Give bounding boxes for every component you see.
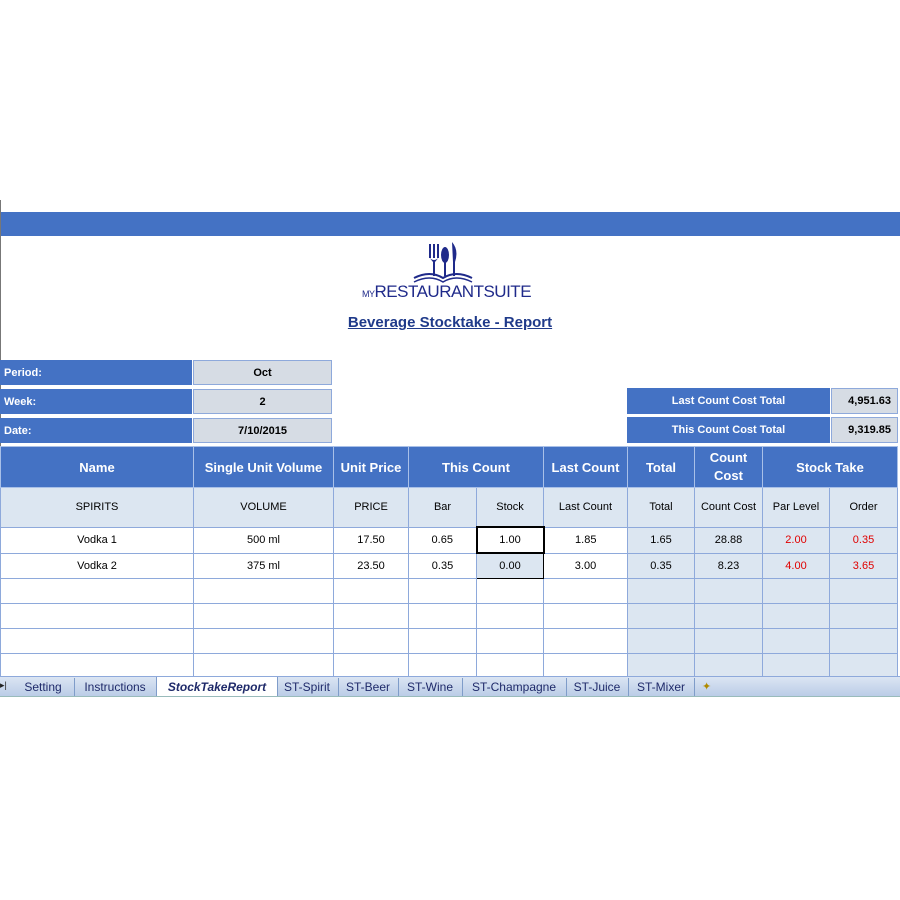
cell-last-count[interactable]: 3.00	[544, 553, 628, 579]
col-header-count-cost[interactable]: Count Cost	[695, 447, 763, 488]
empty-cell[interactable]	[334, 579, 409, 604]
empty-cell[interactable]	[695, 579, 763, 604]
empty-cell[interactable]	[409, 629, 477, 654]
empty-cell[interactable]	[334, 654, 409, 679]
subheader-cell[interactable]: Stock	[477, 488, 544, 528]
empty-cell[interactable]	[409, 654, 477, 679]
tab-scroll-last-icon[interactable]: ▸|	[0, 680, 7, 690]
logo-prefix: MY	[362, 289, 375, 299]
cell-total[interactable]: 1.65	[628, 527, 695, 553]
tab-st-mixer[interactable]: ST-Mixer	[628, 678, 695, 696]
tab-st-juice[interactable]: ST-Juice	[566, 678, 629, 696]
cell-count-cost[interactable]: 28.88	[695, 527, 763, 553]
empty-cell[interactable]	[194, 629, 334, 654]
empty-cell[interactable]	[544, 604, 628, 629]
cell-order[interactable]: 3.65	[830, 553, 898, 579]
cell-total[interactable]: 0.35	[628, 553, 695, 579]
table-row-empty	[1, 604, 898, 629]
empty-cell[interactable]	[695, 654, 763, 679]
divider	[0, 696, 900, 697]
empty-cell[interactable]	[477, 629, 544, 654]
empty-cell[interactable]	[1, 629, 194, 654]
empty-cell[interactable]	[1, 579, 194, 604]
col-header-unit-price[interactable]: Unit Price	[334, 447, 409, 488]
tab-st-wine[interactable]: ST-Wine	[398, 678, 463, 696]
tab-stocktakereport[interactable]: StockTakeReport	[156, 677, 278, 697]
cell-par-level[interactable]: 4.00	[763, 553, 830, 579]
table-row-empty	[1, 654, 898, 679]
logo	[362, 240, 532, 304]
empty-cell[interactable]	[695, 604, 763, 629]
empty-cell[interactable]	[830, 604, 898, 629]
last-count-cost-total-label: Last Count Cost Total	[627, 388, 830, 414]
empty-cell[interactable]	[830, 579, 898, 604]
subheader-cell[interactable]: VOLUME	[194, 488, 334, 528]
empty-cell[interactable]	[763, 579, 830, 604]
subheader-row	[1, 488, 898, 528]
date-label: Date:	[0, 418, 192, 443]
table-row-empty	[1, 579, 898, 604]
col-header-last-count[interactable]: Last Count	[544, 447, 628, 488]
empty-cell[interactable]	[628, 579, 695, 604]
cell-price[interactable]: 23.50	[334, 553, 409, 579]
subheader-cell[interactable]: Par Level	[763, 488, 830, 528]
table-row	[1, 527, 898, 553]
empty-cell[interactable]	[194, 579, 334, 604]
tab-st-spirit[interactable]: ST-Spirit	[276, 678, 339, 696]
cell-bar[interactable]: 0.35	[409, 553, 477, 579]
empty-cell[interactable]	[628, 604, 695, 629]
empty-cell[interactable]	[194, 654, 334, 679]
col-header-total[interactable]: Total	[628, 447, 695, 488]
cell-order[interactable]: 0.35	[830, 527, 898, 553]
empty-cell[interactable]	[1, 604, 194, 629]
subheader-cell[interactable]: Total	[628, 488, 695, 528]
header-row	[1, 447, 898, 488]
table-row	[1, 553, 898, 579]
page-title: Beverage Stocktake - Report	[347, 314, 553, 331]
empty-cell[interactable]	[830, 629, 898, 654]
col-header-single-unit-volume[interactable]: Single Unit Volume	[194, 447, 334, 488]
table-row-empty	[1, 629, 898, 654]
empty-cell[interactable]	[628, 629, 695, 654]
empty-cell[interactable]	[763, 604, 830, 629]
empty-cell[interactable]	[628, 654, 695, 679]
empty-cell[interactable]	[763, 654, 830, 679]
tab-instructions[interactable]: Instructions	[74, 678, 157, 696]
empty-cell[interactable]	[544, 629, 628, 654]
empty-cell[interactable]	[477, 654, 544, 679]
last-count-cost-total-value[interactable]: 4,951.63	[831, 388, 898, 414]
sheet-tab-bar	[0, 676, 900, 696]
subheader-cell[interactable]: Bar	[409, 488, 477, 528]
empty-cell[interactable]	[1, 654, 194, 679]
cell-volume[interactable]: 375 ml	[194, 553, 334, 579]
cell-count-cost[interactable]: 8.23	[695, 553, 763, 579]
subheader-cell[interactable]: Last Count	[544, 488, 628, 528]
insert-sheet-icon[interactable]: ✦	[702, 681, 712, 693]
week-value[interactable]: 2	[193, 389, 332, 414]
subheader-cell[interactable]: SPIRITS	[1, 488, 194, 528]
cell-stock[interactable]: 0.00	[477, 553, 544, 579]
stocktake-table	[0, 446, 898, 679]
cell-stock-selected[interactable]: 1.00	[477, 527, 544, 553]
header-band	[0, 212, 900, 236]
tab-setting[interactable]: Setting	[12, 678, 75, 696]
empty-cell[interactable]	[409, 604, 477, 629]
date-value[interactable]: 7/10/2015	[193, 418, 332, 443]
cell-name[interactable]: Vodka 1	[1, 527, 194, 553]
empty-cell[interactable]	[194, 604, 334, 629]
tab-st-beer[interactable]: ST-Beer	[338, 678, 399, 696]
empty-cell[interactable]	[544, 654, 628, 679]
empty-cell[interactable]	[334, 604, 409, 629]
logo-text: RESTAURANTSUITE	[374, 282, 532, 301]
cell-volume[interactable]: 500 ml	[194, 527, 334, 553]
empty-cell[interactable]	[477, 604, 544, 629]
week-label: Week:	[0, 389, 192, 414]
empty-cell[interactable]	[409, 579, 477, 604]
empty-cell[interactable]	[544, 579, 628, 604]
cell-price[interactable]: 17.50	[334, 527, 409, 553]
cell-par-level[interactable]: 2.00	[763, 527, 830, 553]
empty-cell[interactable]	[334, 629, 409, 654]
cell-name[interactable]: Vodka 2	[1, 553, 194, 579]
col-header-stock-take[interactable]: Stock Take	[763, 447, 898, 488]
cell-last-count[interactable]: 1.85	[544, 527, 628, 553]
empty-cell[interactable]	[477, 579, 544, 604]
tab-st-champagne[interactable]: ST-Champagne	[462, 678, 567, 696]
empty-cell[interactable]	[695, 629, 763, 654]
subheader-cell[interactable]: Count Cost	[695, 488, 763, 528]
empty-cell[interactable]	[830, 654, 898, 679]
fork-knife-book-icon	[362, 240, 524, 284]
this-count-cost-total-label: This Count Cost Total	[627, 417, 830, 443]
empty-cell[interactable]	[763, 629, 830, 654]
period-value[interactable]: Oct	[193, 360, 332, 385]
cell-bar[interactable]: 0.65	[409, 527, 477, 553]
subheader-cell[interactable]: Order	[830, 488, 898, 528]
period-label: Period:	[0, 360, 192, 385]
col-header-name[interactable]: Name	[1, 447, 194, 488]
col-header-this-count[interactable]: This Count	[409, 447, 544, 488]
subheader-cell[interactable]: PRICE	[334, 488, 409, 528]
this-count-cost-total-value[interactable]: 9,319.85	[831, 417, 898, 443]
